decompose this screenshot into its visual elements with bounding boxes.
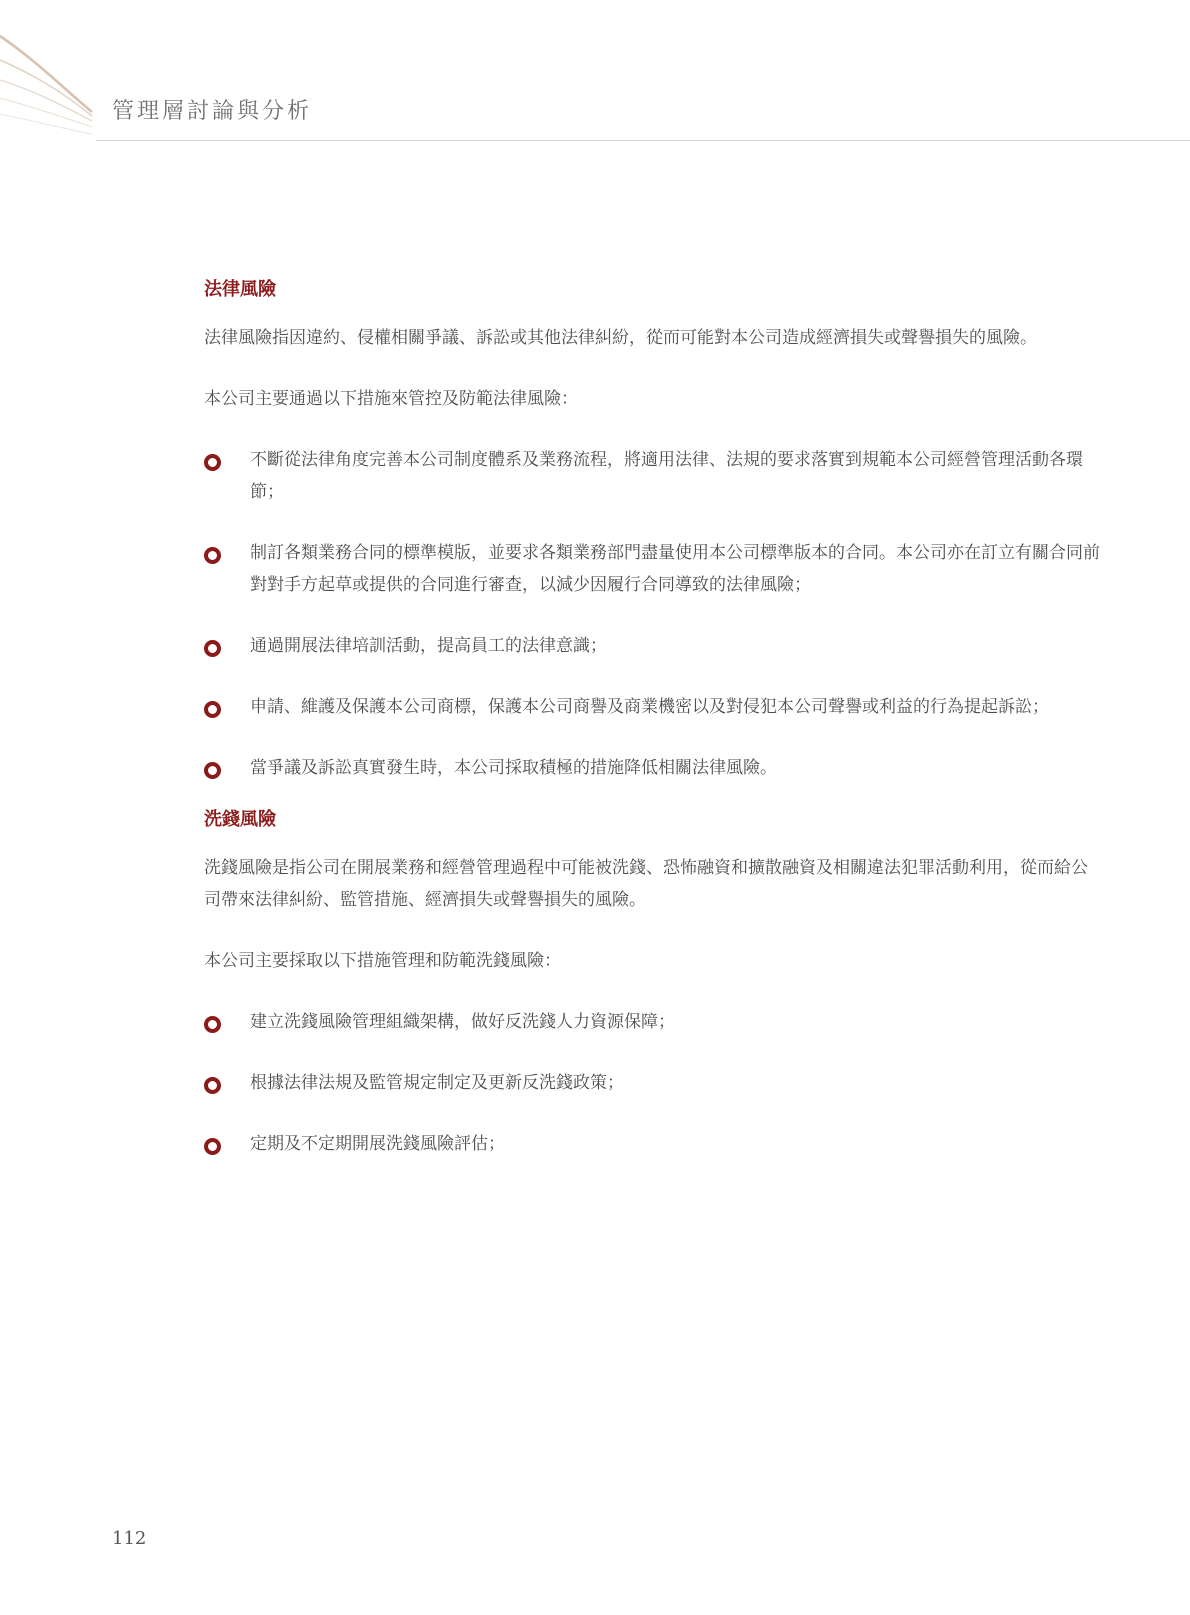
main-content	[204, 276, 1104, 1189]
list-item-text: 申請、維護及保護本公司商標，保護本公司商譽及商業機密以及對侵犯本公司聲譽或利益的行為提起訴訟；	[250, 697, 1049, 717]
section-heading: 法律風險	[204, 279, 276, 300]
list-item-text: 通過開展法律培訓活動，提高員工的法律意識；	[250, 636, 607, 656]
bullet-ring-icon	[204, 454, 221, 471]
list-item-text: 當爭議及訴訟真實發生時，本公司採取積極的措施降低相關法律風險。	[250, 758, 777, 778]
list-item	[204, 630, 1104, 662]
list-item	[204, 1128, 1104, 1160]
list-item-text: 不斷從法律角度完善本公司制度體系及業務流程，將適用法律、法規的要求落實到規範本公司經營管理活動各環節；	[250, 450, 1083, 502]
section-lead: 本公司主要採取以下措施管理和防範洗錢風險：	[204, 951, 561, 971]
bullet-ring-icon	[204, 1077, 221, 1094]
section-intro: 洗錢風險是指公司在開展業務和經營管理過程中可能被洗錢、恐怖融資和擴散融資及相關違法犯罪活動利用，從而給公司帶來法律糾紛、監管措施、經濟損失或聲譽損失的風險。	[204, 858, 1088, 910]
section-money-laundering-risk	[204, 806, 1104, 1160]
list-item	[204, 752, 1104, 784]
section-intro: 法律風險指因違約、侵權相關爭議、訴訟或其他法律糾紛，從而可能對本公司造成經濟損失或聲譽損失的風險。	[204, 328, 1037, 348]
bullet-ring-icon	[204, 1138, 221, 1155]
header-decorative-arcs	[0, 0, 120, 145]
list-item-text: 根據法律法規及監管規定制定及更新反洗錢政策；	[250, 1073, 624, 1093]
bullet-ring-icon	[204, 547, 221, 564]
bullet-list	[204, 1006, 1104, 1160]
list-item	[204, 444, 1104, 508]
bullet-ring-icon	[204, 640, 221, 657]
section-lead: 本公司主要通過以下措施來管控及防範法律風險：	[204, 389, 578, 409]
list-item-text: 制訂各類業務合同的標準模版，並要求各類業務部門盡量使用本公司標準版本的合同。本公司亦在訂立有關合同前對對手方起草或提供的合同進行審查，以減少因履行合同導致的法律風險；	[250, 543, 1100, 595]
bullet-ring-icon	[204, 701, 221, 718]
bullet-ring-icon	[204, 762, 221, 779]
list-item	[204, 537, 1104, 601]
bullet-list	[204, 444, 1104, 784]
list-item	[204, 691, 1104, 723]
section-heading: 洗錢風險	[204, 809, 276, 830]
list-item-text: 建立洗錢風險管理組織架構，做好反洗錢人力資源保障；	[250, 1012, 675, 1032]
list-item	[204, 1067, 1104, 1099]
list-item	[204, 1006, 1104, 1038]
list-item-text: 定期及不定期開展洗錢風險評估；	[250, 1134, 505, 1154]
section-legal-risk	[204, 276, 1104, 784]
header-title: 管理層討論與分析	[112, 99, 313, 124]
header-divider	[96, 140, 1190, 141]
page-number: 112	[112, 1528, 147, 1549]
bullet-ring-icon	[204, 1016, 221, 1033]
